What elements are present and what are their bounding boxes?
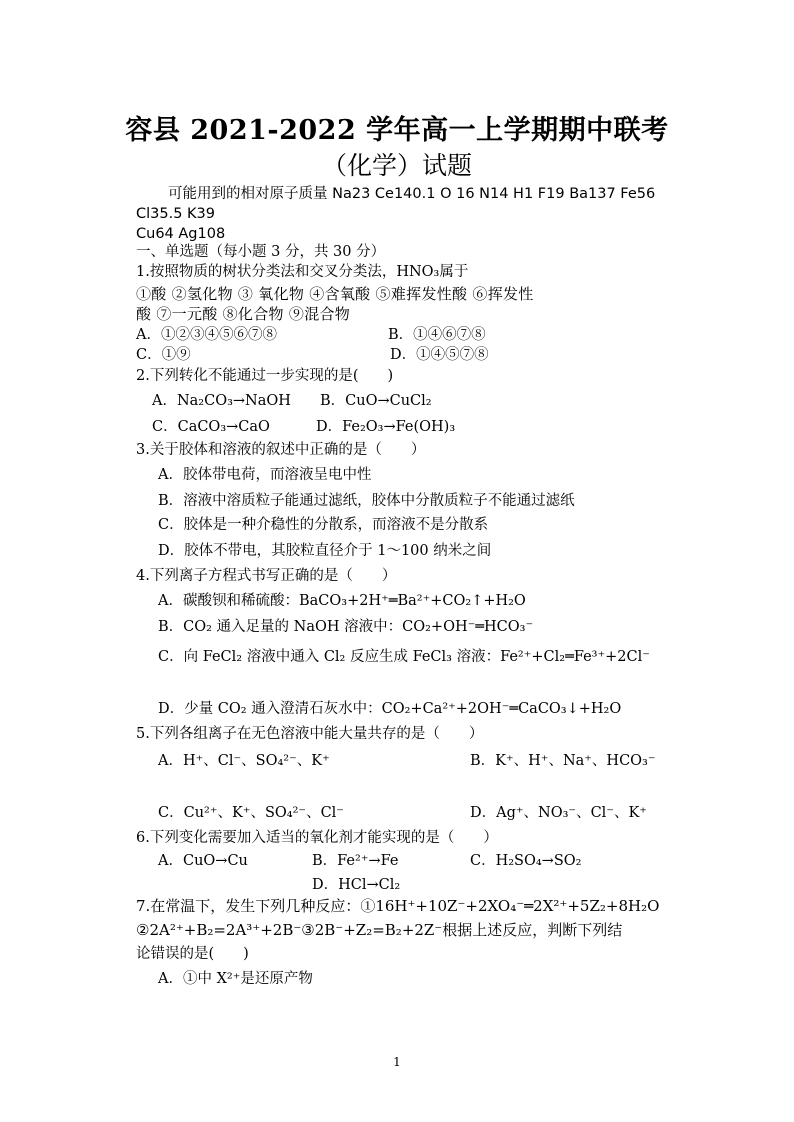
q6-option-b[interactable]: B．Fe²⁺→Fe bbox=[312, 853, 399, 869]
q3-option-a[interactable]: A．胶体带电荷，而溶液呈电中性 bbox=[158, 467, 372, 483]
intro-atomic-masses-cont2: Cu64 Ag108 bbox=[136, 226, 226, 242]
q2-option-c[interactable]: C．CaCO₃→CaO bbox=[152, 419, 270, 435]
q7-stem-line3: 论错误的是( ) bbox=[136, 946, 249, 962]
q1-choices-line1: ①酸 ②氢化物 ③ 氧化物 ④含氧酸 ⑤难挥发性酸 ⑥挥发性 bbox=[136, 285, 534, 303]
page-number: 1 bbox=[393, 1055, 401, 1069]
q1-option-a[interactable]: A．①②③④⑤⑥⑦⑧ bbox=[136, 327, 277, 343]
q1-option-c[interactable]: C．①⑨ bbox=[136, 347, 191, 363]
q2-option-a[interactable]: A．Na₂CO₃→NaOH bbox=[152, 393, 291, 409]
q6-stem: 6.下列变化需要加入适当的氧化剂才能实现的是（ ） bbox=[136, 830, 498, 846]
q3-option-b[interactable]: B．溶液中溶质粒子能通过滤纸，胶体中分散质粒子不能通过滤纸 bbox=[158, 493, 575, 509]
q6-option-c[interactable]: C．H₂SO₄→SO₂ bbox=[470, 853, 582, 869]
exam-title: 容县 2021-2022 学年高一上学期期中联考 bbox=[125, 115, 669, 146]
q3-option-d[interactable]: D．胶体不带电，其胶粒直径介于 1～100 纳米之间 bbox=[158, 543, 492, 559]
q4-option-c[interactable]: C．向 FeCl₂ 溶液中通入 Cl₂ 反应生成 FeCl₃ 溶液：Fe²⁺+Cl₂═Fe³⁺+2Cl⁻ bbox=[158, 649, 650, 665]
q2-stem: 2.下列转化不能通过一步实现的是( ) bbox=[136, 368, 394, 384]
q5-option-a[interactable]: A．H⁺、Cl⁻、SO₄²⁻、K⁺ bbox=[158, 753, 330, 769]
q3-stem: 3.关于胶体和溶液的叙述中正确的是（ ） bbox=[136, 442, 426, 458]
q4-option-a[interactable]: A．碳酸钡和稀硫酸：BaCO₃+2H⁺═Ba²⁺+CO₂↑+H₂O bbox=[158, 593, 526, 609]
q5-option-d[interactable]: D．Ag⁺、NO₃⁻、Cl⁻、K⁺ bbox=[470, 805, 647, 821]
q1-choices-line2: 酸 ⑦一元酸 ⑧化合物 ⑨混合物 bbox=[136, 305, 351, 323]
q4-stem: 4.下列离子方程式书写正确的是（ ） bbox=[136, 568, 397, 584]
q1-stem: 1.按照物质的树状分类法和交叉分类法，HNO₃属于 bbox=[136, 264, 469, 280]
q6-option-d[interactable]: D．HCl→Cl₂ bbox=[312, 877, 401, 893]
intro-atomic-masses-cont: Cl35.5 K39 bbox=[136, 206, 216, 222]
q7-option-a[interactable]: A．①中 X²⁺是还原产物 bbox=[158, 971, 313, 987]
q2-option-d[interactable]: D．Fe₂O₃→Fe(OH)₃ bbox=[316, 419, 456, 435]
q7-stem-line2: ②2A²⁺+B₂=2A³⁺+2B⁻③2B⁻+Z₂=B₂+2Z⁻根据上述反应，判断下列结 bbox=[136, 921, 623, 939]
q4-option-b[interactable]: B．CO₂ 通入足量的 NaOH 溶液中：CO₂+OH⁻═HCO₃⁻ bbox=[158, 619, 534, 635]
q5-stem: 5.下列各组离子在无色溶液中能大量共存的是（ ） bbox=[136, 726, 484, 742]
exam-subtitle: （化学）试题 bbox=[321, 151, 472, 180]
intro-atomic-masses: 可能用到的相对原子质量 Na23 Ce140.1 O 16 N14 H1 F19 Ba137 Fe56 bbox=[168, 186, 656, 202]
q5-option-b[interactable]: B．K⁺、H⁺、Na⁺、HCO₃⁻ bbox=[470, 753, 656, 769]
q4-option-d[interactable]: D．少量 CO₂ 通入澄清石灰水中：CO₂+Ca²⁺+2OH⁻═CaCO₃↓+H₂O bbox=[158, 701, 622, 717]
q5-option-c[interactable]: C．Cu²⁺、K⁺、SO₄²⁻、Cl⁻ bbox=[158, 805, 344, 821]
q1-option-d[interactable]: D．①④⑤⑦⑧ bbox=[390, 347, 489, 363]
section-heading: 一、单选题（每小题 3 分，共 30 分） bbox=[136, 244, 386, 260]
q7-stem-line1: 7.在常温下，发生下列几种反应：①16H⁺+10Z⁻+2XO₄⁻═2X²⁺+5Z₂+8H₂O bbox=[136, 897, 660, 915]
q2-option-b[interactable]: B．CuO→CuCl₂ bbox=[320, 393, 432, 409]
q6-option-a[interactable]: A．CuO→Cu bbox=[158, 853, 248, 869]
q3-option-c[interactable]: C．胶体是一种介稳性的分散系，而溶液不是分散系 bbox=[158, 517, 489, 533]
q1-option-b[interactable]: B．①④⑥⑦⑧ bbox=[388, 327, 486, 343]
